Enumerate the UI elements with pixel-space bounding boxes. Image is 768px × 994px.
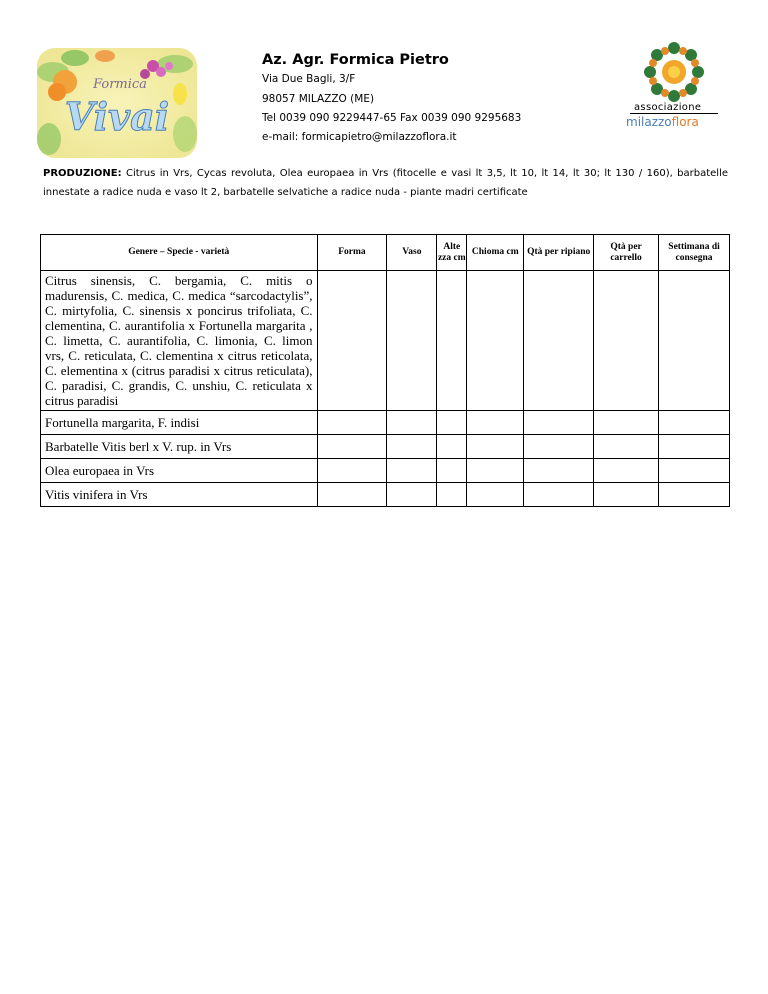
cell-settimana[interactable] [659,459,730,483]
cell-forma[interactable] [317,459,387,483]
header-forma: Forma [317,235,387,271]
cell-qta-carrello[interactable] [594,459,659,483]
cell-qta-carrello[interactable] [594,411,659,435]
cell-qta-ripiano[interactable] [524,483,594,507]
cell-altezza[interactable] [437,459,467,483]
cell-forma[interactable] [317,271,387,411]
header-settimana: Settimana di consegna [659,235,730,271]
production-label: PRODUZIONE: [43,168,122,179]
cell-settimana[interactable] [659,271,730,411]
cell-settimana[interactable] [659,411,730,435]
cell-altezza[interactable] [437,411,467,435]
cell-settimana[interactable] [659,483,730,507]
cell-altezza[interactable] [437,435,467,459]
table-row [41,411,730,435]
company-city: 98057 MILAZZO (ME) [262,93,375,105]
milazzoflora-assoc-text: associazione [634,102,702,113]
cell-chioma[interactable] [467,459,524,483]
company-address: Via Due Bagli, 3/F [262,73,356,85]
header-genere: Genere – Specie - varietà [41,235,318,271]
cell-altezza[interactable] [437,271,467,411]
cell-chioma[interactable] [467,483,524,507]
svg-text:Formica: Formica [93,77,147,92]
header-qta-ripiano: Qtà per ripiano [524,235,594,271]
table-header-row [41,235,730,271]
row-genere: Olea europaea in Vrs [41,459,318,483]
cell-forma[interactable] [317,483,387,507]
cell-qta-ripiano[interactable] [524,271,594,411]
cell-qta-carrello[interactable] [594,483,659,507]
cell-chioma[interactable] [467,435,524,459]
row-genere: Vitis vinifera in Vrs [41,483,318,507]
cell-altezza[interactable] [437,483,467,507]
cell-vaso[interactable] [387,411,437,435]
cell-vaso[interactable] [387,435,437,459]
cell-forma[interactable] [317,435,387,459]
vivai-logo [35,44,200,162]
cell-qta-carrello[interactable] [594,435,659,459]
row-genere: Fortunella margarita, F. indisi [41,411,318,435]
cell-vaso[interactable] [387,483,437,507]
table-row [41,271,730,411]
header-altezza: Alte zza cm [437,235,467,271]
milazzoflora-divider [630,113,718,114]
table-row [41,435,730,459]
cell-chioma[interactable] [467,411,524,435]
cell-forma[interactable] [317,411,387,435]
company-email: e-mail: formicapietro@milazzoflora.it [262,131,457,143]
cell-qta-ripiano[interactable] [524,411,594,435]
milazzoflora-name: milazzoflora [626,115,699,129]
header-vaso: Vaso [387,235,437,271]
production-text: Citrus in Vrs, Cycas revoluta, Olea europaea in Vrs (fitocelle e vasi lt 3,5, lt 10, lt 14, lt 30; lt 130 / 160), barbatelle innestate a radice nuda e vaso lt 2, barbatelle selvatiche a radice nuda - piante madri certificate [43,168,728,198]
row-genere: Barbatelle Vitis berl x V. rup. in Vrs [41,435,318,459]
svg-text:Vivai: Vivai [64,94,170,139]
company-name: Az. Agr. Formica Pietro [262,52,449,68]
cell-qta-ripiano[interactable] [524,435,594,459]
cell-chioma[interactable] [467,271,524,411]
header-chioma: Chioma cm [467,235,524,271]
header-qta-carrello: Qtà per carrello [594,235,659,271]
cell-vaso[interactable] [387,459,437,483]
cell-qta-carrello[interactable] [594,271,659,411]
row-genere: Citrus sinensis, C. bergamia, C. mitis o madurensis, C. medica, C. medica “sarcodactylis”, C. mirtyfolia, C. sinensis x poncirus trifoliata, C. clementina, C. aurantifolia x Fortunella margarita , C. limetta, C. aurantifolia, C. limonia, C. limon vrs, C. reticulata, C. clementina x citrus reticolata, C. elementina x (citrus paradisi x citrus reticulata), C. paradisi, C. grandis, C. unshiu, C. reticulata x citrus paradisi [41,271,318,411]
cell-qta-ripiano[interactable] [524,459,594,483]
production-description [43,164,728,202]
table-row [41,459,730,483]
milazzoflora-logo [618,40,730,132]
cell-settimana[interactable] [659,435,730,459]
order-table [40,234,730,507]
company-info [262,50,522,143]
company-phone-fax: Tel 0039 090 9229447-65 Fax 0039 090 9295683 [262,112,522,124]
cell-vaso[interactable] [387,271,437,411]
table-row [41,483,730,507]
